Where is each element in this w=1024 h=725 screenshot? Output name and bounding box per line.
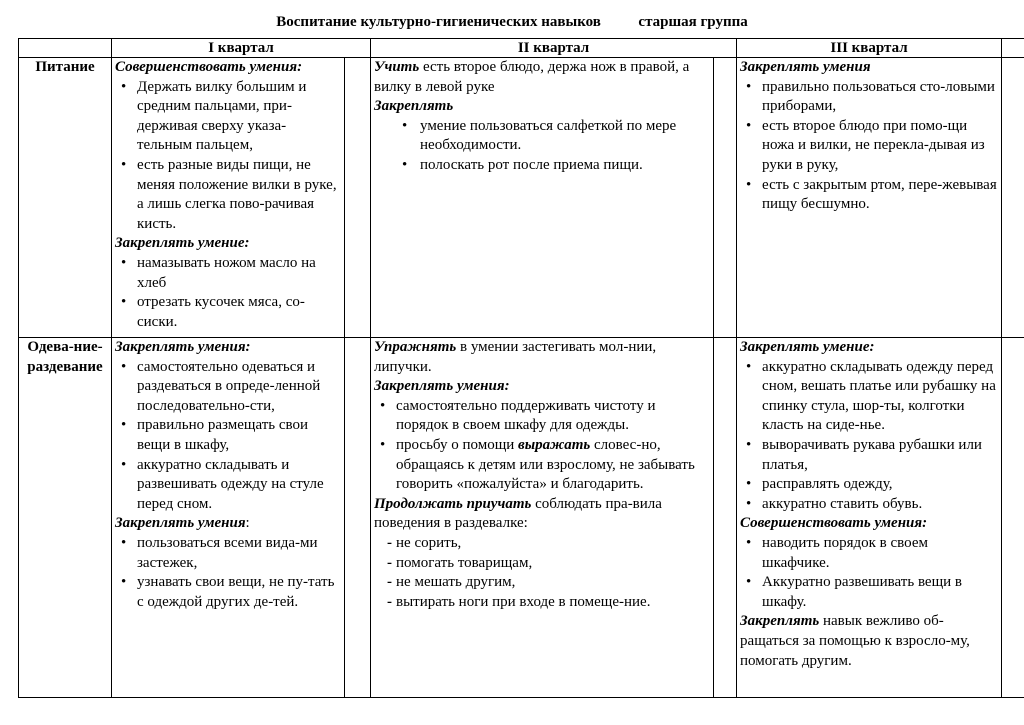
list-item: • наводить порядок в своем шкафчике. [762,534,998,573]
list-item: • узнавать свои вещи, не пу-тать с одеждой других де-тей. [137,573,341,612]
list-item: • есть второе блюдо при помо-щи ножа и вилки, не перекла-дывая из руки в руку, [762,117,998,176]
list-item: - помогать товарищам, [396,554,710,574]
header-extra-cell [1002,39,1024,58]
row2-q3-cell [737,338,1002,698]
body-text: в умении застегивать мол-нии, липучки. [374,339,657,375]
emphasis-text: Учить [374,59,420,75]
row1-q2-list [374,117,710,176]
body-text: просьбу о помощи [396,436,519,453]
header-q2: II квартал [371,39,737,58]
header-q1: I квартал [112,39,371,58]
emphasis-text: Закреплять [740,613,820,630]
body-text: навык вежливо об-ращаться за помощью к взросло-му, помогать другим. [740,613,970,669]
row1-q1-heading-2: Закреплять умение: [115,235,250,252]
list-item: • Держать вилку большим и средним пальцами, при-держивая сверху указа-тельным пальцем, [137,78,341,156]
row2-spacer-cell [345,338,371,698]
row2-q2-rules-intro [374,495,710,534]
emphasis-text: Упражнять [374,339,457,355]
row2-q3-heading: Закреплять умение: [740,339,875,355]
row2-q3-list [740,358,998,515]
row2-q2-lead [374,338,710,377]
row2-q2-list [374,397,710,495]
row-dressing [19,338,1024,698]
row1-q1-list-2 [115,254,341,332]
row2-q1-heading-2 [115,514,341,534]
row2-spacer-cell-2 [714,338,737,698]
row2-q3-list-2 [740,534,998,612]
row1-q1-list [115,78,341,235]
plan-table [18,38,1024,698]
body-text: соблюдать пра-вила поведения в раздевалке: [374,495,662,532]
header-q3: III квартал [737,39,1002,58]
list-item: • есть разные виды пищи, не меняя положение вилки в руке, а лишь слегка пово-рачивая кисть. [137,156,341,234]
body-text: словес-но, обращаясь к детям или взрослому, не забывать говорить «пожалуйста» и благодарить. [396,436,695,493]
list-item: • аккуратно складывать одежду перед сном, вешать платье или рубашку на спинку стула, шор-ты, колготки класть на сиде-нье. [762,358,998,436]
list-item: - не сорить, [396,534,710,554]
list-item [396,436,710,495]
row2-q2-cell [371,338,714,698]
list-item: • есть с закрытым ртом, пере-жевывая пищу бесшумно. [762,176,998,215]
list-item: • самостоятельно поддерживать чистоту и порядок в своем шкафу для одежды. [396,397,710,436]
list-item: • правильно пользоваться сто-ловыми приборами, [762,78,998,117]
row2-q3-tail [740,612,998,671]
document-title: Воспитание культурно-гигиенических навыков старшая группа [276,14,748,30]
row1-q2-heading: Закреплять [374,98,454,115]
row2-q2-heading: Закреплять умения: [374,378,510,395]
row2-q1-heading: Закреплять умения: [115,339,251,355]
row1-q2-lead [374,58,710,97]
row1-spacer-cell [345,58,371,338]
row2-q1-cell [112,338,345,698]
list-item: • полоскать рот после приема пищи. [420,156,710,176]
header-empty-cell [19,39,112,58]
list-item: - вытирать ноги при входе в помеще-ние. [396,593,710,613]
list-item: • выворачивать рукава рубашки или платья, [762,436,998,475]
row1-q1-cell [112,58,345,338]
emphasis-text: Продолжать приучать [374,495,532,512]
row2-q1-list [115,358,341,515]
heading-text: Закреплять умения [115,515,246,532]
list-item: • аккуратно складывать и развешивать одежду на стуле перед сном. [137,456,341,515]
row2-q2-dash-list [374,534,710,612]
row2-q3-heading-2: Совершенствовать умения: [740,515,928,532]
row1-spacer-cell-2 [714,58,737,338]
list-item: • Аккуратно развешивать вещи в шкафу. [762,573,998,612]
row1-q3-list [740,78,998,215]
row1-q3-heading: Закреплять умения [740,59,871,75]
section-label: Питание [19,58,112,338]
row1-extra-cell [1002,58,1024,338]
list-item: • расправлять одежду, [762,475,998,495]
list-item: - не мешать другим, [396,573,710,593]
header-row [19,39,1024,58]
emphasis-text: выражать [518,436,591,453]
list-item: • умение пользоваться салфеткой по мере необходимости. [420,117,710,156]
row1-q3-cell [737,58,1002,338]
row1-q2-cell [371,58,714,338]
list-item: • пользоваться всеми вида-ми застежек, [137,534,341,573]
section-label: Одева-ние-раздевание [19,338,112,698]
row-nutrition [19,58,1024,338]
list-item: • самостоятельно одеваться и раздеваться в опреде-ленной последовательно-сти, [137,358,341,417]
heading-colon: : [245,515,250,532]
body-text: есть второе блюдо, держа нож в правой, а вилку в левой руке [374,59,690,95]
list-item: • отрезать кусочек мяса, со-сиски. [137,293,341,332]
list-item: • намазывать ножом масло на хлеб [137,254,341,293]
row1-q1-heading: Совершенствовать умения: [115,59,303,75]
list-item: • аккуратно ставить обувь. [762,495,998,515]
row2-extra-cell [1002,338,1024,698]
list-item: • правильно размещать свои вещи в шкафу, [137,416,341,455]
row2-q1-list-2 [115,534,341,612]
